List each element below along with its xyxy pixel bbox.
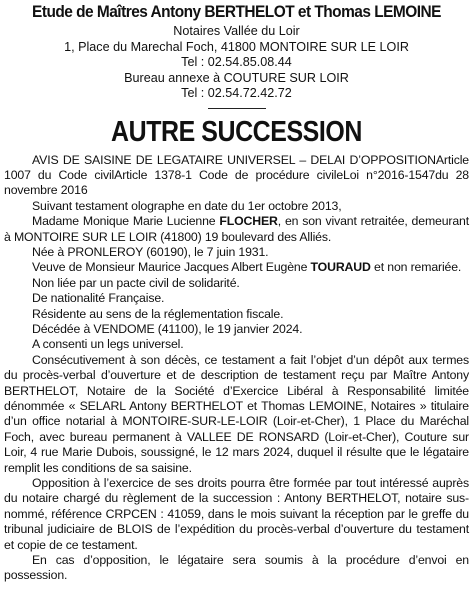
spouse-surname: TOURAUD: [310, 260, 371, 275]
notice-paragraph-opposition: Opposition à l’exercice de ses droits pourra être formée par tout intéressé auprès du notaire chargé du règlement de la succession : Antony BERTHELOT, notaire sus-nommé, référence CRPCEN : 41059, dans le mois suivant la réception par le greffe du tribunal judiciaire de BLOIS de l’expédition du procès-verbal d’ouverture du testament et copie de ce testament.: [4, 476, 469, 552]
deceased-given-names: Madame Monique Marie Lucienne: [32, 214, 220, 229]
notice-paragraph-deposit: Consécutivement à son décès, ce testament a fait l’objet d’un dépôt aux termes du procès-verbal d’ouverture et de description de testament reçu par Maître Antony BERTHELOT, Notaire de la Société d’Exercice Libéral à Responsabilité limitée dénommée « SELARL Antony BERTHELOT et Thomas LEMOINE, Notaires » titulaire d’un office notarial à MONTOIRE-SUR-LE-LOIR (Loir-et-Cher), 1 Place du Maréchal Foch, avec bureau permanent à VALLEE DE RONSARD (Loir-et-Cher), Couture sur Loir, 4 rue Marie Dubois, soussigné, le 12 mars 2024, duquel il résulte que le légataire remplit les conditions de sa saisine.: [4, 352, 469, 475]
notice-paragraph-death: Décédée à VENDOME (41100), le 19 janvier 2024.: [32, 321, 303, 336]
notice-body: [4, 153, 469, 584]
widow-suffix: et non remariée.: [370, 260, 462, 275]
notice-paragraph-pacs: Non liée par un pacte civil de solidarité.: [32, 275, 240, 290]
notice-paragraph-deceased: [4, 214, 469, 245]
firm-phone: Tel : 02.54.85.08.44: [181, 55, 292, 69]
firm-title: Etude de Maîtres Antony BERTHELOT et Thomas LEMOINE: [32, 2, 441, 21]
deceased-residence: , en son vivant retraitée, demeurant à MONTOIRE SUR LE LOIR (41800) 19 boulevard des Alliés.: [4, 214, 470, 244]
firm-address: 1, Place du Marechal Foch, 41800 MONTOIRE SUR LE LOIR: [64, 39, 409, 54]
notice-paragraph-heading: AVIS DE SAISINE DE LEGATAIRE UNIVERSEL – DELAI D’OPPOSITIONArticle 1007 du Code civilArticle 1378-1 Code de procédure civileLoi n°2016-1547du 28 novembre 2016: [4, 152, 469, 198]
notice-paragraph-nationality: De nationalité Française.: [32, 291, 165, 306]
notice-paragraph-consequence: En cas d’opposition, le légataire sera soumis à la procédure d’envoi en possession.: [4, 553, 469, 583]
header-divider: [208, 108, 266, 109]
notice-paragraph-birth: Née à PRONLEROY (60190), le 7 juin 1931.: [32, 244, 269, 259]
firm-subtitle: Notaires Vallée du Loir: [173, 24, 300, 38]
notice-paragraph-widow: [4, 260, 469, 275]
firm-contact-block: [4, 24, 469, 102]
notice-paragraph-legacy: A consenti un legs universel.: [32, 337, 184, 352]
notice-title: AUTRE SUCCESSION: [111, 115, 362, 148]
notice-paragraph-residence: Résidente au sens de la réglementation fiscale.: [32, 306, 284, 321]
deceased-surname: FLOCHER: [219, 214, 278, 229]
notice-paragraph-testament: Suivant testament olographe en date du 1er octobre 2013,: [32, 198, 342, 213]
annex-office: Bureau annexe à COUTURE SUR LOIR: [124, 70, 349, 85]
widow-prefix: Veuve de Monsieur Maurice Jacques Albert Eugène: [32, 260, 311, 275]
annex-phone: Tel : 02.54.72.42.72: [181, 86, 292, 100]
